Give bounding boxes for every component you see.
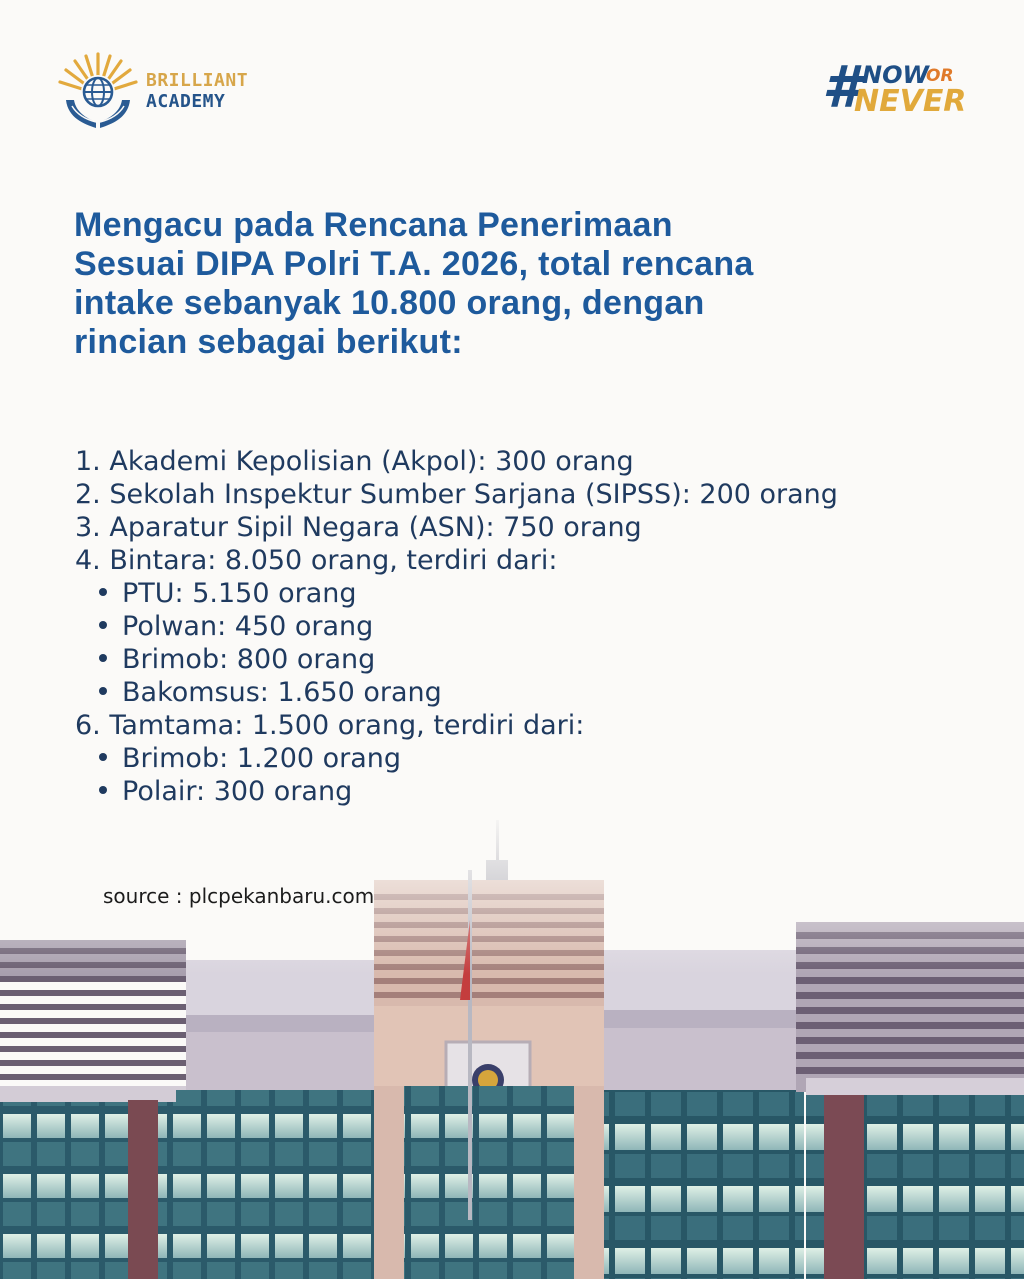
headline-line: Mengacu pada Rencana Penerimaan (74, 206, 673, 244)
brilliant-academy-logo (56, 50, 256, 134)
hashtag-now: NOW (862, 61, 929, 89)
sub-list-item (75, 610, 995, 643)
now-or-never-hashtag (822, 53, 982, 122)
logo-line-1: BRILLIANT (146, 70, 249, 91)
sub-item-text: Brimob: 800 orang (122, 644, 376, 675)
sub-item-text: Polair: 300 orang (122, 776, 353, 807)
sub-list-item (75, 676, 995, 709)
sub-item-text: PTU: 5.150 orang (122, 578, 357, 609)
logo-line-2: ACADEMY (146, 91, 226, 112)
hashtag-or: OR (926, 66, 954, 86)
headline-line: Sesuai DIPA Polri T.A. 2026, total rencana (74, 245, 754, 283)
headline-line: rincian sebagai berikut: (74, 323, 463, 361)
bullet-icon (99, 753, 107, 761)
intake-list (75, 445, 995, 808)
sun-globe-hands-icon (56, 50, 140, 134)
headline (74, 206, 974, 362)
bullet-icon (99, 786, 107, 794)
bullet-icon (99, 588, 107, 596)
headline-line: intake sebanyak 10.800 orang, dengan (74, 284, 705, 322)
sub-item-text: Bakomsus: 1.650 orang (122, 677, 442, 708)
hashtag-never: NEVER (854, 84, 967, 119)
bullet-icon (99, 621, 107, 629)
logo-wordmark (146, 70, 248, 112)
list-item: 3. Aparatur Sipil Negara (ASN): 750 orang (75, 512, 642, 543)
sub-item-text: Polwan: 450 orang (122, 611, 374, 642)
sub-item-text: Brimob: 1.200 orang (122, 743, 402, 774)
bullet-icon (99, 687, 107, 695)
list-item: 6. Tamtama: 1.500 orang, terdiri dari: (75, 710, 585, 741)
police-headquarters-building-image (0, 810, 1024, 1279)
list-item: 2. Sekolah Inspektur Sumber Sarjana (SIPSS): 200 orang (75, 479, 838, 510)
list-item: 1. Akademi Kepolisian (Akpol): 300 orang (75, 446, 634, 477)
list-item: 4. Bintara: 8.050 orang, terdiri dari: (75, 545, 558, 576)
source-credit: source : plcpekanbaru.com (103, 884, 375, 908)
hash-symbol: # (822, 53, 863, 121)
sub-list-item (75, 577, 995, 610)
sub-list-item (75, 742, 995, 775)
sub-list-item (75, 775, 995, 808)
bullet-icon (99, 654, 107, 662)
sub-list-item (75, 643, 995, 676)
